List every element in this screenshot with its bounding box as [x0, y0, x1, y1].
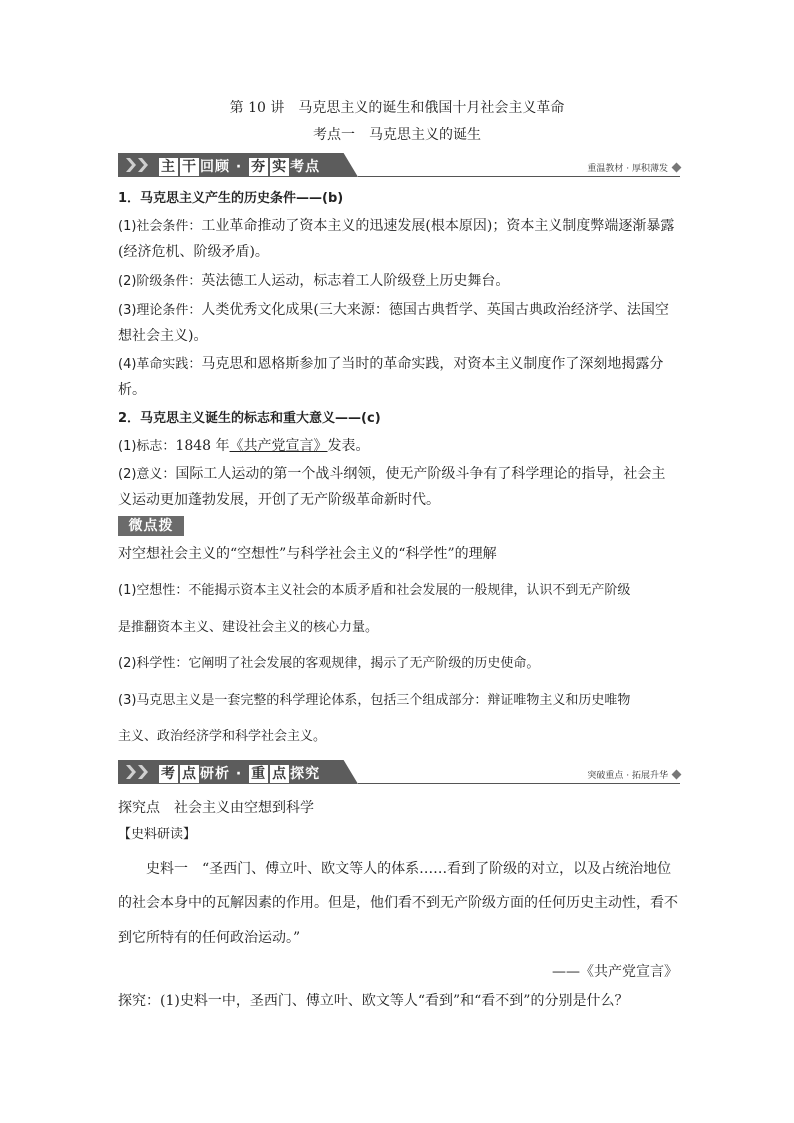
social-condition-cont: (经济危机、阶级矛盾)。: [118, 244, 269, 260]
meaning-line-cont: 义运动更加蓬勃发展，开创了无产阶级革命新时代。: [118, 492, 440, 508]
tip-point2: (2)科学性：它阐明了社会发展的客观规律，揭示了无产阶级的历史使命。: [118, 656, 540, 671]
section-title: 考点一 马克思主义的诞生: [313, 127, 481, 143]
analysis-banner: [118, 760, 680, 786]
banner-rule: [358, 176, 680, 177]
material-heading: 【史料研读】: [118, 827, 197, 842]
tip-point1: (1)空想性：不能揭示资本主义社会的本质矛盾和社会发展的一般规律，认识不到无产阶级: [118, 583, 631, 598]
quote-line3: 到它所特有的任何政治运动。”: [118, 930, 301, 946]
section1-heading: 1．马克思主义产生的历史条件——(b): [118, 191, 344, 206]
diamond-icon: [672, 163, 682, 173]
social-condition: (1)社会条件：工业革命推动了资本主义的迅速发展(根本原因)；资本主义制度弊端逐渐暴露: [118, 218, 675, 234]
revolution-practice: (4)革命实践：马克思和恩格斯参加了当时的革命实践，对资本主义制度作了深刻地揭露分: [118, 356, 664, 372]
theory-condition-cont: 想社会主义)。: [118, 328, 208, 344]
tip-point1-cont: 是推翻资本主义、建设社会主义的核心力量。: [118, 620, 379, 635]
banner-label: 考 点 研析 · 重 点 探究: [161, 766, 321, 782]
review-banner: [118, 153, 680, 179]
sign-line: (1)标志：1848 年《共产党宣言》发表。: [118, 438, 370, 454]
quote-line1: 史料一 “圣西门、傅立叶、欧文等人的体系……看到了阶级的对立，以及占统治地位: [146, 861, 672, 877]
lecture-title: 第 10 讲 马克思主义的诞生和俄国十月社会主义革命: [229, 100, 565, 116]
tip-point3: (3)马克思主义是一套完整的科学理论体系，包括三个组成部分：辩证唯物主义和历史唯物: [118, 693, 631, 708]
tip-point3-cont: 主义、政治经济学和科学社会主义。: [118, 729, 327, 744]
explore-heading: 探究点 社会主义由空想到科学: [118, 800, 314, 816]
quote-source: ——《共产党宣言》: [552, 964, 678, 980]
banner-tag: 突破重点 · 拓展升华: [587, 771, 668, 781]
banner-label: 主 干 回顾 · 夯 实 考点: [161, 159, 321, 175]
explore-question: 探究：(1)史料一中，圣西门、傅立叶、欧文等人“看到”和“看不到”的分别是什么？: [118, 993, 629, 1009]
diamond-icon: [672, 770, 682, 780]
meaning-line: (2)意义：国际工人运动的第一个战斗纲领，使无产阶级斗争有了科学理论的指导，社会主: [118, 466, 666, 482]
banner-rule: [358, 783, 680, 784]
banner-tag: 重温教材 · 厚积薄发: [587, 164, 668, 174]
class-condition: (2)阶级条件：英法德工人运动，标志着工人阶级登上历史舞台。: [118, 273, 510, 289]
section2-heading: 2．马克思主义诞生的标志和重大意义——(c): [118, 411, 381, 426]
quote-line2: 的社会本身中的瓦解因素的作用。但是，他们看不到无产阶级方面的任何历史主动性，看不: [118, 895, 678, 911]
tip-badge: 微点拨: [118, 516, 184, 536]
revolution-practice-cont: 析。: [118, 382, 146, 398]
theory-condition: (3)理论条件：人类优秀文化成果(三大来源：德国古典哲学、英国古典政治经济学、法国空: [118, 302, 669, 318]
tip-intro: 对空想社会主义的“空想性”与科学社会主义的“科学性”的理解: [118, 546, 497, 562]
